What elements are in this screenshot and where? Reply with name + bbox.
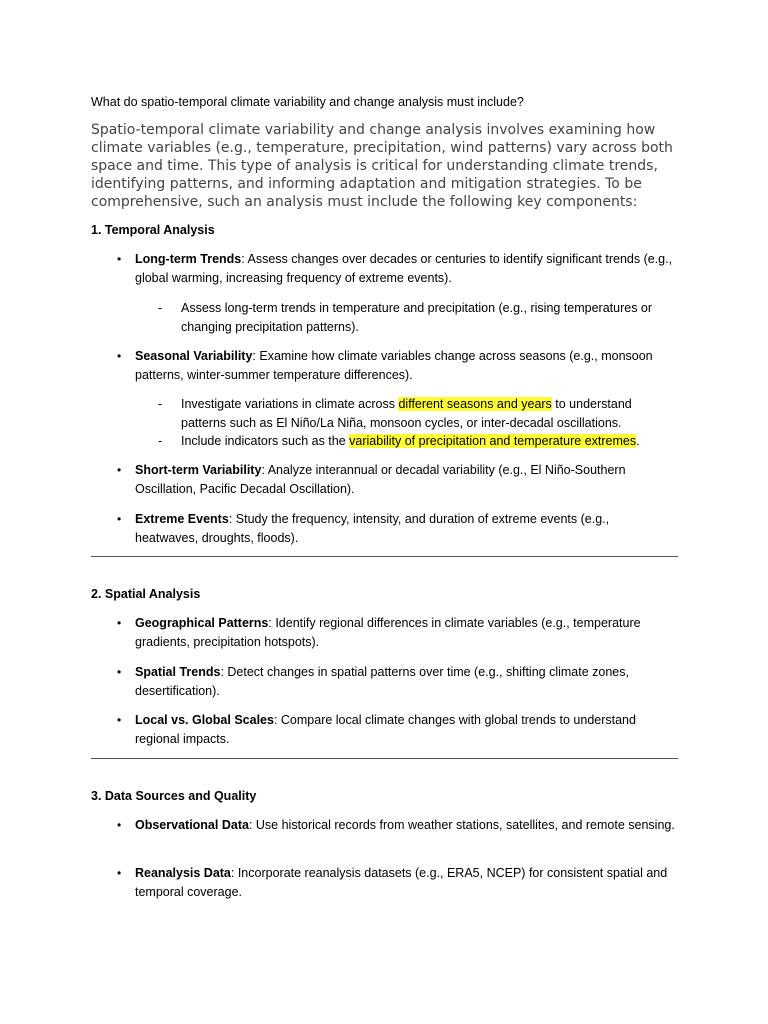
item-text: : Incorporate reanalysis datasets (e.g., ERA5, NCEP) for consistent spatial and temporal coverage. [135,866,668,899]
sub-item-text: to understand patterns such as El Niño/La Niña, monsoon cycles, or inter-decadal oscillations. [181,397,632,430]
bullet-icon: • [117,665,122,679]
item-text: : Examine how climate variables change across seasons (e.g., monsoon patterns, winter-summer temperature differences). [135,349,653,382]
item-label: Local vs. Global Scales [135,713,274,727]
section-heading-temporal: 1. Temporal Analysis [91,223,215,237]
bullet-icon: • [117,512,122,526]
bullet-icon: • [117,616,122,630]
section-heading-spatial: 2. Spatial Analysis [91,587,201,601]
sub-item-text: . [636,434,640,448]
highlighted-text: different seasons and years [398,397,552,411]
dash-icon: - [158,301,163,315]
section-divider [91,556,678,557]
sub-item-text: Assess long-term trends in temperature and precipitation (e.g., rising temperatures or changing precipitation patterns). [181,301,653,334]
item-text: : Assess changes over decades or centuries to identify significant trends (e.g., global warming, increasing frequency of extreme events). [135,252,673,285]
sub-item-text: Investigate variations in climate across [181,397,399,411]
sub-item-text: Include indicators such as the [181,434,350,448]
bullet-icon: • [117,818,122,832]
dash-icon: - [158,434,163,448]
item-text: : Study the frequency, intensity, and duration of extreme events (e.g., heatwaves, droughts, floods). [135,512,610,545]
bullet-icon: • [117,349,122,363]
bullet-icon: • [117,866,122,880]
dash-icon: - [158,397,163,411]
bullet-icon: • [117,252,122,266]
highlighted-text: variability of precipitation and temperature extremes [349,434,637,448]
bullet-icon: • [117,463,122,477]
item-label: Reanalysis Data [135,866,231,880]
item-text: : Detect changes in spatial patterns over time (e.g., shifting climate zones, desertification). [135,665,629,698]
intro-paragraph: Spatio-temporal climate variability and change analysis involves examining how climate variables (e.g., temperature, precipitation, wind patterns) vary across both space and time. This type of analysis is critical for understanding climate trends, identifying patterns, and informing adaptation and mitigation strategies. To be comprehensive, such an analysis must include the following key components: [91,122,673,210]
item-label: Extreme Events [135,512,229,526]
item-label: Short-term Variability [135,463,262,477]
item-label: Long-term Trends [135,252,242,266]
item-label: Seasonal Variability [135,349,253,363]
item-label: Geographical Patterns [135,616,269,630]
item-label: Spatial Trends [135,665,221,679]
section-heading-data: 3. Data Sources and Quality [91,789,257,803]
section-divider [91,758,678,759]
item-label: Observational Data [135,818,249,832]
item-text: : Compare local climate changes with global trends to understand regional impacts. [135,713,636,746]
item-text: : Use historical records from weather stations, satellites, and remote sensing. [248,818,675,832]
item-text: : Analyze interannual or decadal variability (e.g., El Niño-Southern Oscillation, Pacific Decadal Oscillation). [135,463,626,496]
question-text: What do spatio-temporal climate variability and change analysis must include? [91,95,524,109]
bullet-icon: • [117,713,122,727]
item-text: : Identify regional differences in climate variables (e.g., temperature gradients, precipitation hotspots). [135,616,641,649]
